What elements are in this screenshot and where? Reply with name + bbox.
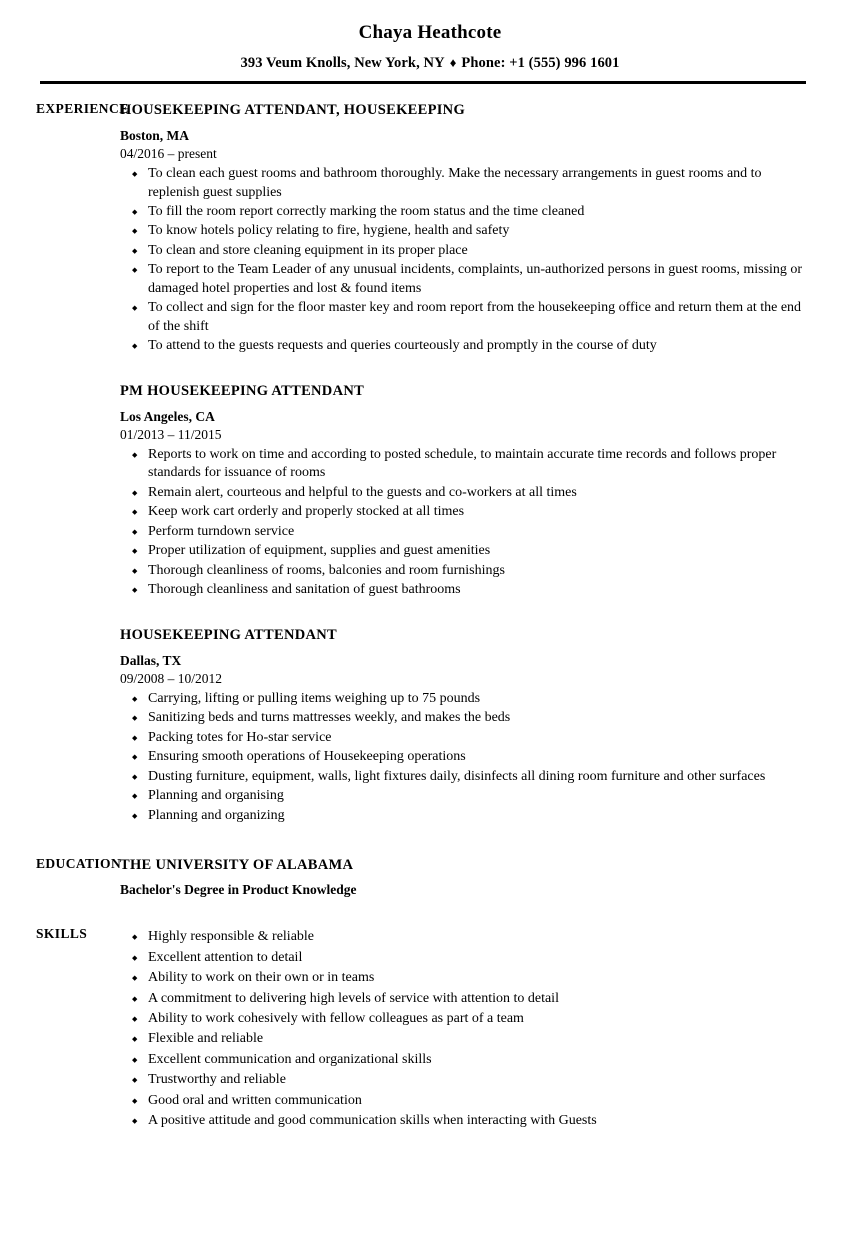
section-label-skills: SKILLS	[36, 926, 88, 942]
job-bullet: ◆ Reports to work on time and according to posted schedule, to maintain accurate time records and follows proper standards for issuance of rooms	[120, 446, 806, 483]
job-bullet: ◆ Perform turndown service	[120, 523, 806, 541]
job-dates: 09/2008 – 10/2012	[120, 670, 223, 686]
job-bullet: ◆ Sanitizing beds and turns mattresses weekly, and makes the beds	[120, 709, 806, 727]
job-bullet-list	[120, 690, 806, 825]
job-bullet: ◆ Packing totes for Ho-star service	[120, 729, 806, 747]
job-bullet: ◆ To collect and sign for the floor master key and room report from the housekeeping office and return them at the end of the shift	[120, 299, 806, 336]
job-title: HOUSEKEEPING ATTENDANT	[120, 626, 338, 643]
skill-bullet: ◆ Excellent communication and organizational skills	[120, 1051, 806, 1069]
skill-bullet: ◆ Trustworthy and reliable	[120, 1071, 806, 1089]
skills-section	[0, 926, 860, 1131]
job-bullet: ◆ Planning and organizing	[120, 807, 806, 825]
contact-line	[0, 55, 860, 72]
job-bullet: ◆ To clean and store cleaning equipment in its proper place	[120, 242, 806, 260]
skill-bullet: ◆ A positive attitude and good communication skills when interacting with Guests	[120, 1112, 806, 1130]
contact-phone: Phone: +1 (555) 996 1601	[461, 54, 620, 71]
job-location: Dallas, TX	[120, 652, 182, 668]
job-bullet: ◆ Thorough cleanliness and sanitation of guest bathrooms	[120, 581, 806, 599]
skills-body	[120, 926, 860, 1131]
contact-address: 393 Veum Knolls, New York, NY	[240, 54, 445, 71]
skill-bullet: ◆ Flexible and reliable	[120, 1030, 806, 1048]
job-bullet: ◆ Ensuring smooth operations of Housekeeping operations	[120, 748, 806, 766]
job-bullet: ◆ Planning and organising	[120, 787, 806, 805]
job-location: Boston, MA	[120, 127, 190, 143]
job-bullet: ◆ To attend to the guests requests and queries courteously and promptly in the course of duty	[120, 337, 806, 355]
job-bullet-list	[120, 165, 806, 356]
section-label-education: EDUCATION	[36, 856, 122, 872]
skill-bullet: ◆ Highly responsible & reliable	[120, 928, 806, 946]
education-degree: Bachelor's Degree in Product Knowledge	[120, 882, 357, 898]
job-entry	[120, 626, 806, 825]
job-bullet: ◆ Carrying, lifting or pulling items weighing up to 75 pounds	[120, 690, 806, 708]
job-bullet: ◆ Remain alert, courteous and helpful to the guests and co-workers at all times	[120, 484, 806, 502]
education-section	[0, 856, 860, 899]
resume-header	[0, 0, 860, 72]
skill-bullet: ◆ A commitment to delivering high levels of service with attention to detail	[120, 990, 806, 1008]
job-entry	[120, 382, 806, 600]
skill-bullet: ◆ Ability to work cohesively with fellow colleagues as part of a team	[120, 1010, 806, 1028]
job-title: PM HOUSEKEEPING ATTENDANT	[120, 382, 365, 399]
education-body	[120, 856, 860, 899]
diamond-separator-icon: ♦	[449, 54, 457, 70]
job-bullet: ◆ To know hotels policy relating to fire, hygiene, health and safety	[120, 222, 806, 240]
job-entry	[120, 101, 806, 356]
job-bullet: ◆ Proper utilization of equipment, supplies and guest amenities	[120, 542, 806, 560]
job-dates: 04/2016 – present	[120, 146, 217, 162]
job-location: Los Angeles, CA	[120, 408, 215, 424]
education-school: THE UNIVERSITY OF ALABAMA	[120, 857, 354, 874]
job-bullet-list	[120, 446, 806, 600]
skills-bullet-list	[120, 928, 806, 1131]
skill-bullet: ◆ Good oral and written communication	[120, 1092, 806, 1110]
job-bullet: ◆ To fill the room report correctly marking the room status and the time cleaned	[120, 203, 806, 221]
job-bullet: ◆ To report to the Team Leader of any unusual incidents, complaints, un-authorized persons in guest rooms, missing or damaged hotel properties and lost & found items	[120, 261, 806, 298]
experience-body	[120, 101, 860, 825]
skill-bullet: ◆ Ability to work on their own or in teams	[120, 969, 806, 987]
job-dates: 01/2013 – 11/2015	[120, 427, 222, 443]
candidate-name: Chaya Heathcote	[358, 22, 502, 43]
job-bullet: ◆ Dusting furniture, equipment, walls, light fixtures daily, disinfects all dining room furniture and other surfaces	[120, 768, 806, 786]
header-divider	[40, 81, 806, 84]
job-title: HOUSEKEEPING ATTENDANT, HOUSEKEEPING	[120, 101, 466, 118]
job-bullet: ◆ Keep work cart orderly and properly stocked at all times	[120, 503, 806, 521]
job-bullet: ◆ To clean each guest rooms and bathroom thoroughly. Make the necessary arrangements in guest rooms and to replenish guest supplies	[120, 165, 806, 202]
skill-bullet: ◆ Excellent attention to detail	[120, 949, 806, 967]
experience-section	[0, 101, 860, 825]
section-label-experience: EXPERIENCE	[36, 100, 129, 116]
job-bullet: ◆ Thorough cleanliness of rooms, balconies and room furnishings	[120, 562, 806, 580]
